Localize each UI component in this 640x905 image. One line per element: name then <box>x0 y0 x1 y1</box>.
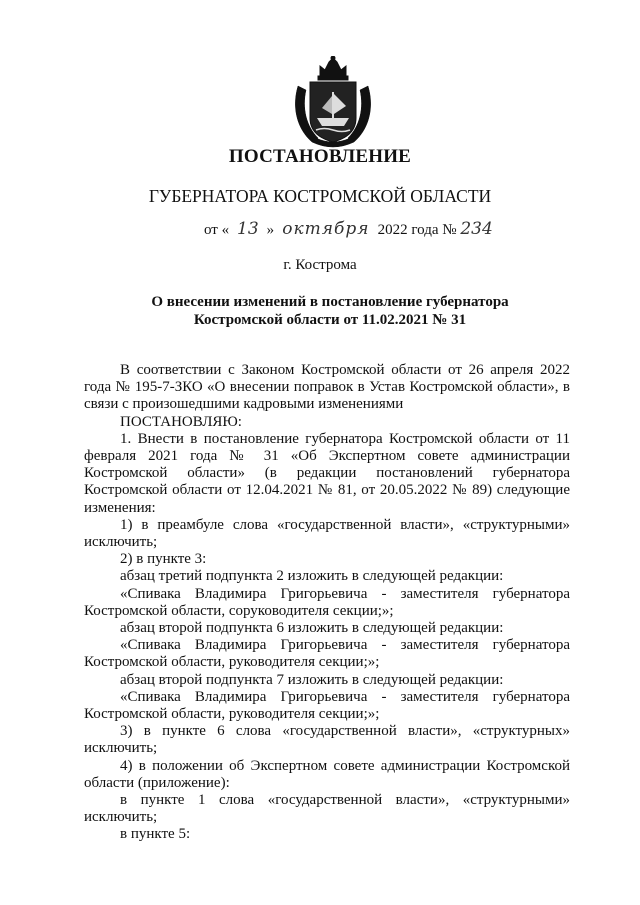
date-year: 2022 года № <box>377 222 457 238</box>
kostroma-coat-of-arms-emblem <box>290 56 376 150</box>
body-paragraph: абзац третий подпункта 2 изложить в следующей редакции: <box>120 568 504 585</box>
body-paragraph: 1. Внести в постановление губернатора Костромской области от 11 февраля 2021 года № 31 «Об Экспертном совете администрации Костромской области» (в редакции постановлений губернатора Костромской области от 12.04.2021 № 81, от 20.05.2022 № 89) следующие изменения: <box>84 430 570 516</box>
document-body <box>84 362 570 844</box>
heading-line-1: О внесении изменений в постановление губернатора <box>151 294 509 310</box>
heading-line-2: Костромской области от 11.02.2021 № 31 <box>193 312 467 328</box>
body-paragraph: «Спивака Владимира Григорьевича - заместителя губернатора Костромской области, руководителя секции;»; <box>84 637 570 671</box>
date-number-line <box>204 219 524 239</box>
body-paragraph: абзац второй подпункта 7 изложить в следующей редакции: <box>120 671 504 688</box>
issuer-subtitle: ГУБЕРНАТОРА КОСТРОМСКОЙ ОБЛАСТИ <box>148 186 492 206</box>
body-paragraph: 4) в положении об Экспертном совете администрации Костромской области (приложение): <box>84 757 570 791</box>
document-number-handwritten: 234 <box>460 219 493 239</box>
document-heading <box>120 293 540 329</box>
date-prefix: от « <box>204 222 230 238</box>
body-paragraph: «Спивака Владимира Григорьевича - заместителя губернатора Костромской области, руководителя секции;»; <box>84 688 570 723</box>
date-day-handwritten: 13 <box>237 219 259 239</box>
body-paragraph: абзац второй подпункта 6 изложить в следующей редакции: <box>120 620 504 637</box>
body-paragraph: 2) в пункте 3: <box>120 551 207 568</box>
body-paragraph: «Спивака Владимира Григорьевича - заместителя губернатора Костромской области, соруководителя секции;»; <box>84 585 570 619</box>
body-paragraph: В соответствии с Законом Костромской области от 26 апреля 2022 года № 195-7-ЗКО «О внесении поправок в Устав Костромской области», в связи с произошедшими кадровыми изменениями <box>84 362 570 413</box>
date-month-handwritten: октября <box>282 219 370 239</box>
document-title: ПОСТАНОВЛЕНИЕ <box>228 146 412 167</box>
body-paragraph: ПОСТАНОВЛЯЮ: <box>120 413 242 430</box>
city-line: г. Кострома <box>283 257 357 273</box>
body-paragraph: в пункте 1 слова «государственной власти», «структурными» исключить; <box>84 792 570 826</box>
body-paragraph: в пункте 5: <box>120 826 191 843</box>
body-paragraph: 1) в преамбуле слова «государственной власти», «структурными» исключить; <box>84 516 570 551</box>
date-mid: » <box>266 222 275 238</box>
body-paragraph: 3) в пункте 6 слова «государственной власти», «структурных» исключить; <box>84 723 570 757</box>
